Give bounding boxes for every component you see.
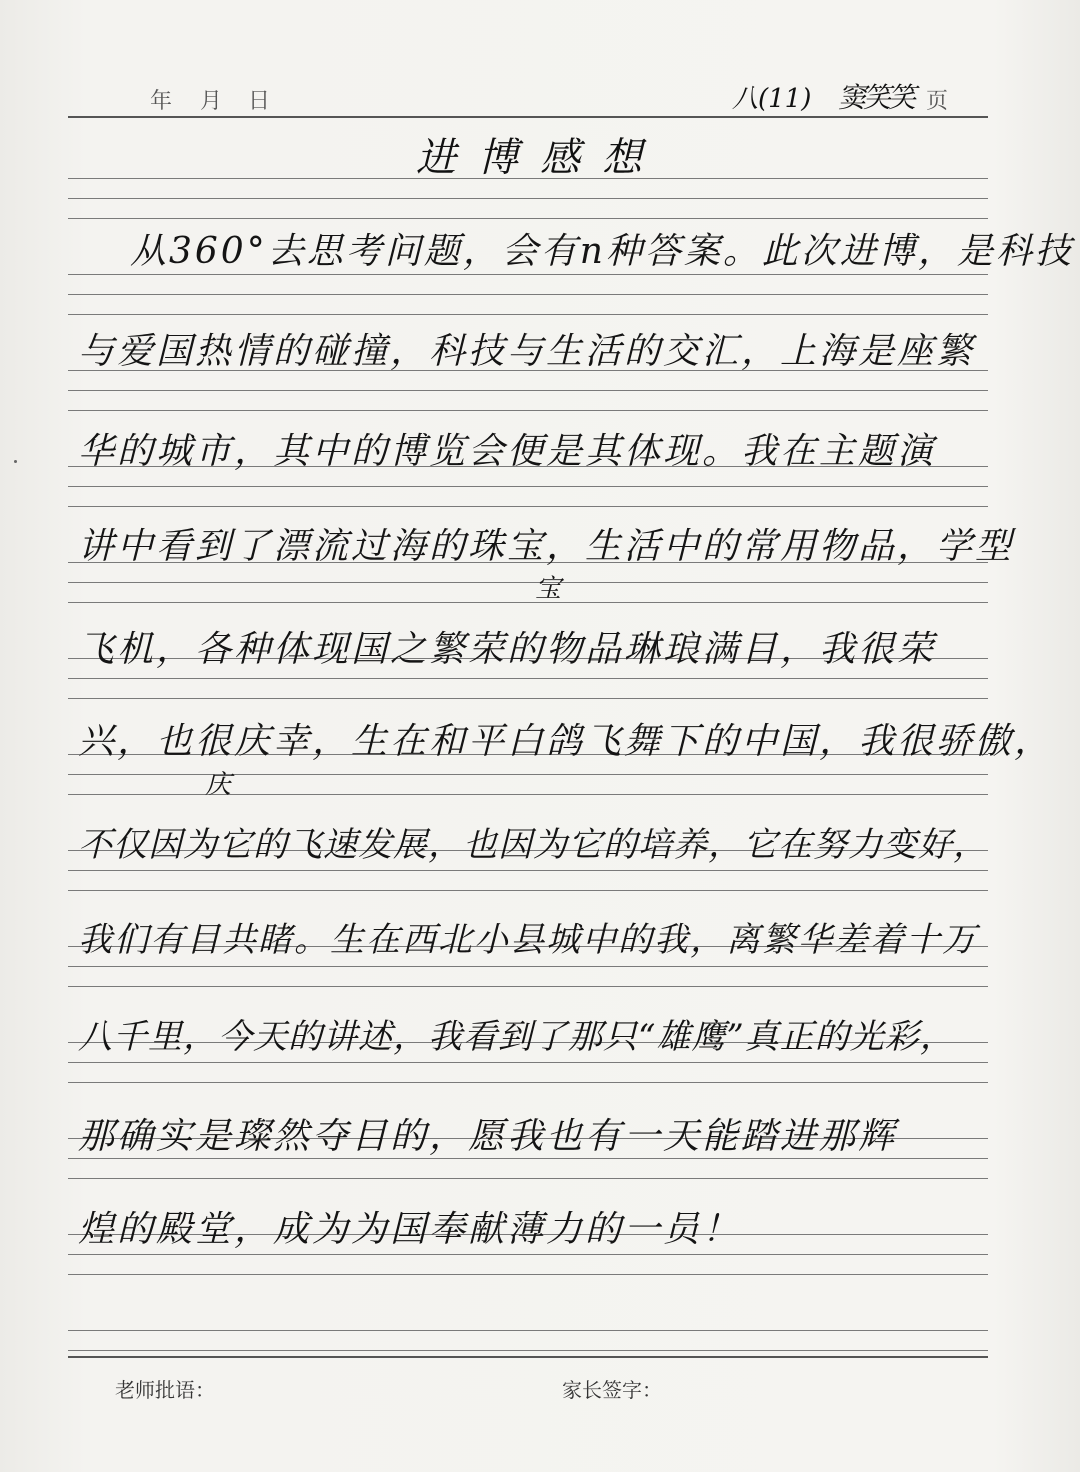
ruled-line bbox=[68, 116, 988, 118]
ruled-line bbox=[68, 506, 988, 507]
ruled-line bbox=[68, 1356, 988, 1358]
essay-line-3: 华的城市，其中的博览会便是其体现。我在主题演 bbox=[78, 431, 937, 472]
ruled-line bbox=[68, 1254, 988, 1255]
ruled-line bbox=[68, 410, 988, 411]
ruled-line bbox=[68, 602, 988, 603]
ruled-line bbox=[68, 1082, 988, 1083]
year-label: 年 bbox=[150, 89, 173, 114]
essay-line-10: 那确实是璨然夺目的，愿我也有一天能踏进那辉 bbox=[78, 1116, 898, 1157]
essay-line-9: 八千里，今天的讲述，我看到了那只“雄鹰”真正的光彩， bbox=[78, 1017, 955, 1057]
ruled-line bbox=[68, 698, 988, 699]
essay-line-11: 煌的殿堂，成为为国奉献薄力的一员！ bbox=[78, 1209, 742, 1250]
ruled-line bbox=[68, 1330, 988, 1331]
essay-line-2: 与爱国热情的碰撞，科技与生活的交汇，上海是座繁 bbox=[78, 331, 976, 372]
ruled-line bbox=[68, 870, 988, 871]
ruled-line bbox=[68, 890, 988, 891]
ruled-line bbox=[68, 294, 988, 295]
essay-line-6: 兴，也很庆幸，生在和平白鸽飞舞下的中国，我很骄傲， bbox=[78, 721, 1054, 762]
ruled-line bbox=[68, 274, 988, 275]
day-label: 日 bbox=[248, 89, 271, 114]
parent-signature-label: 家长签字： bbox=[562, 1378, 662, 1402]
student-name: 窦笑笑 bbox=[838, 81, 914, 114]
inserted-character: 庆 bbox=[205, 770, 232, 800]
teacher-comment-label: 老师批语： bbox=[115, 1378, 215, 1402]
ruled-line bbox=[68, 198, 988, 199]
ruled-line bbox=[68, 486, 988, 487]
essay-title: 进博感想 bbox=[416, 135, 664, 181]
ruled-line bbox=[68, 1350, 988, 1351]
essay-line-4: 讲中看到了漂流过海的珠宝，生活中的常用物品，学型 bbox=[78, 526, 1015, 567]
ruled-line bbox=[68, 314, 988, 315]
ruled-line bbox=[68, 966, 988, 967]
class-name: 八(11) bbox=[732, 84, 812, 114]
ruled-line bbox=[68, 218, 988, 219]
ruled-line bbox=[68, 1062, 988, 1063]
essay-line-8: 我们有目共睹。生在西北小县城中的我，离繁华差着十万 bbox=[78, 920, 978, 960]
essay-line-5: 飞机，各种体现国之繁荣的物品琳琅满目，我很荣 bbox=[78, 629, 937, 670]
paper-speck bbox=[14, 460, 17, 463]
inserted-character: 宝 bbox=[535, 574, 562, 604]
essay-line-1: 从360°去思考问题，会有n种答案。此次进博，是科技 bbox=[130, 231, 1074, 272]
ruled-line bbox=[68, 678, 988, 679]
ruled-line bbox=[68, 986, 988, 987]
page-label: 页 bbox=[926, 89, 949, 114]
ruled-line bbox=[68, 1274, 988, 1275]
page-header bbox=[0, 78, 1080, 118]
ruled-line bbox=[68, 390, 988, 391]
month-label: 月 bbox=[200, 89, 223, 114]
ruled-line bbox=[68, 582, 988, 583]
essay-line-7: 不仅因为它的飞速发展，也因为它的培养，它在努力变好， bbox=[78, 825, 988, 865]
ruled-line bbox=[68, 1178, 988, 1179]
